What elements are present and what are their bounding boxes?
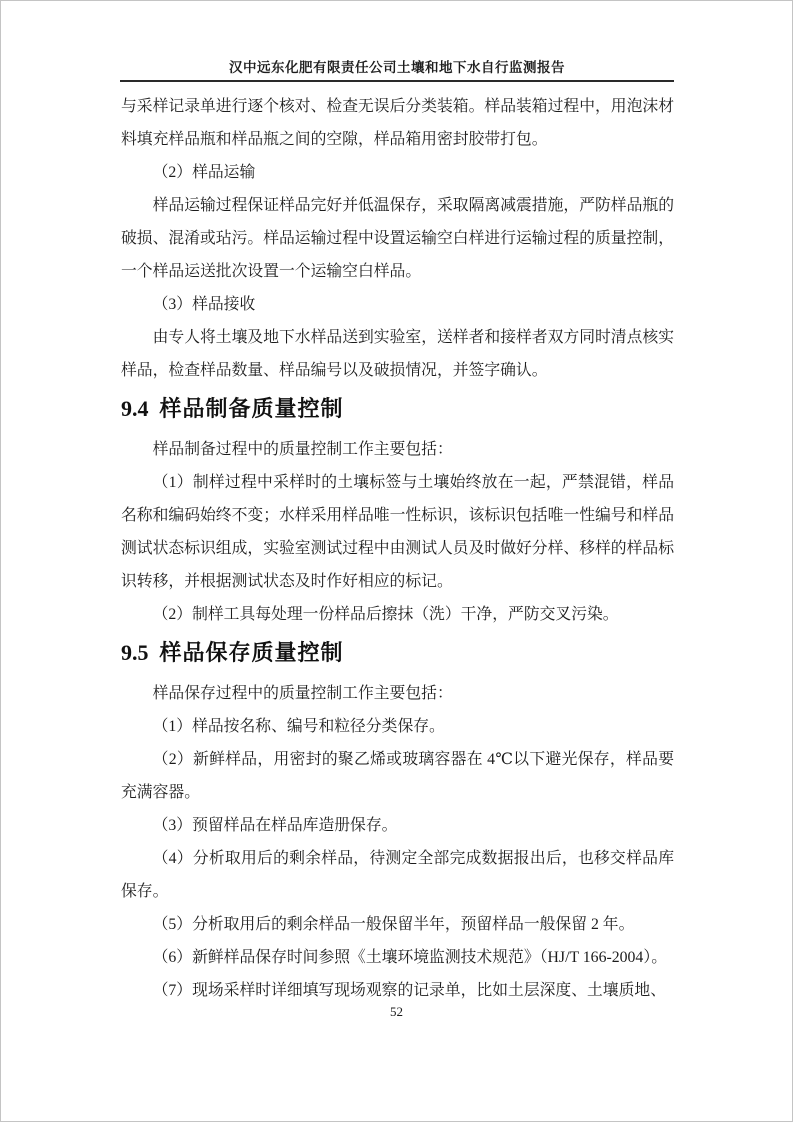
paragraph: 由专人将土壤及地下水样品送到实验室，送样者和接样者双方同时清点核实样品，检查样品数量、样品编号以及破损情况，并签字确认。 xyxy=(121,329,674,379)
paragraph: （6）新鲜样品保存时间参照《土壤环境监测技术规范》（HJ/T 166-2004）。 xyxy=(152,949,668,966)
page-number: 52 xyxy=(390,1004,403,1019)
list-item-3-sample-reception: （3）样品接收 xyxy=(152,296,256,313)
paragraph: （4）分析取用后的剩余样品，待测定全部完成数据报出后，也移交样品库保存。 xyxy=(121,850,674,900)
paragraph: 样品保存过程中的质量控制工作主要包括： xyxy=(152,685,453,702)
section-heading-9-4 xyxy=(121,395,674,423)
paragraph: 与采样记录单进行逐个核对、检查无误后分类装箱。样品装箱过程中，用泡沫材料填充样品瓶和样品瓶之间的空隙，样品箱用密封胶带打包。 xyxy=(121,98,674,148)
section-title: 样品制备质量控制 xyxy=(159,396,344,421)
page-content xyxy=(121,82,674,1007)
report-title: 汉中远东化肥有限责任公司土壤和地下水自行监测报告 xyxy=(229,60,565,75)
paragraph: （2）制样工具每处理一份样品后擦抹（洗）干净，严防交叉污染。 xyxy=(152,606,619,623)
paragraph: 样品运输过程保证样品完好并低温保存，采取隔离减震措施，严防样品瓶的破损、混淆或玷污。样品运输过程中设置运输空白样进行运输过程的质量控制，一个样品运送批次设置一个运输空白样品。 xyxy=(121,197,674,280)
section-heading-9-5 xyxy=(121,639,674,667)
section-title: 样品保存质量控制 xyxy=(159,640,344,665)
paragraph: （1）样品按名称、编号和粒径分类保存。 xyxy=(152,718,445,735)
paragraph: 样品制备过程中的质量控制工作主要包括： xyxy=(152,441,453,458)
paragraph: （3）预留样品在样品库造册保存。 xyxy=(152,817,398,834)
paragraph: （2）新鲜样品，用密封的聚乙烯或玻璃容器在 4℃以下避光保存，样品要充满容器。 xyxy=(121,751,674,801)
section-number: 9.4 xyxy=(121,396,149,421)
list-item-2-sample-transport: （2）样品运输 xyxy=(152,164,256,181)
section-number: 9.5 xyxy=(121,640,149,665)
paragraph: （1）制样过程中采样时的土壤标签与土壤始终放在一起，严禁混错，样品名称和编码始终不变；水样采用样品唯一性标识，该标识包括唯一性编号和样品测试状态标识组成，实验室测试过程中由测试人员及时做好分样、移样的样品标识转移，并根据测试状态及时作好相应的标记。 xyxy=(121,474,674,590)
paragraph: （5）分析取用后的剩余样品一般保留半年，预留样品一般保留 2 年。 xyxy=(152,916,635,933)
page-header xyxy=(120,1,674,82)
paragraph: （7）现场采样时详细填写现场观察的记录单，比如土层深度、土壤质地、 xyxy=(152,982,666,999)
page-footer xyxy=(1,1004,792,1020)
